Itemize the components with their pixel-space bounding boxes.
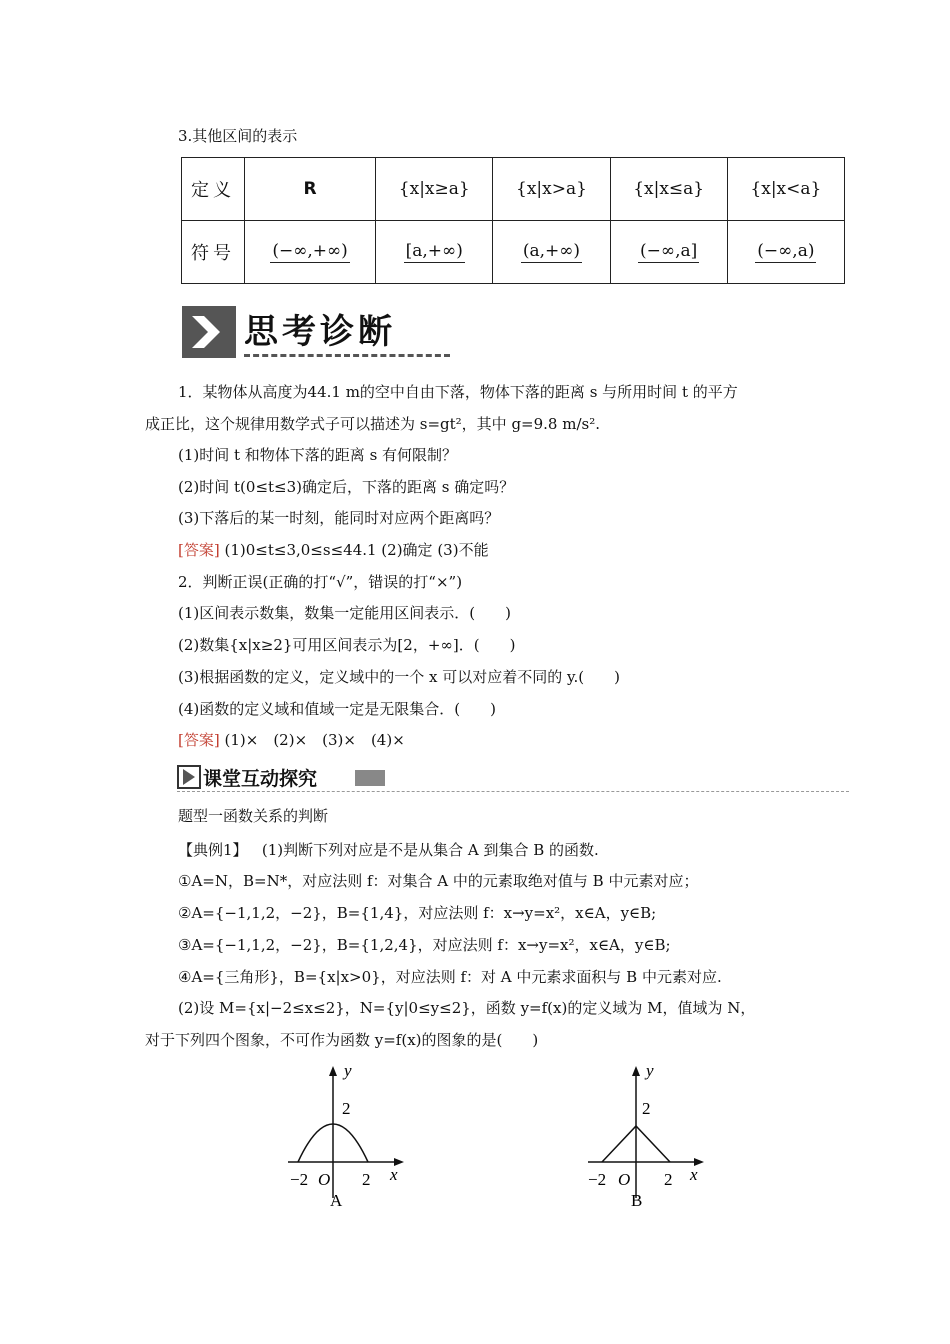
example-case4: ④A={三角形}，B={x|x>0}，对应法则 f：对 A 中元素求面积与 B 中元素对应.: [178, 968, 722, 986]
table-cell: {x|x<a}: [727, 158, 844, 221]
example-part2-line2: 对于下列四个图象，不可作为函数 y=f(x)的图象的是( ): [145, 1031, 539, 1049]
x-label: x: [390, 1165, 398, 1184]
answer-tag: [答案]: [178, 731, 220, 749]
banner-decoration: [355, 770, 385, 786]
example-text: (1)判断下列对应是不是从集合 A 到集合 B 的函数.: [261, 841, 599, 859]
banner-title: 思考诊断: [244, 312, 396, 352]
x-neg-tick-label: −2: [290, 1170, 309, 1189]
q2-part2: (2)数集{x|x≥2}可用区间表示为[2，+∞]．( ): [178, 636, 516, 654]
y-label: y: [646, 1061, 654, 1080]
q1-line1: 1．某物体从高度为44.1 m的空中自由下落，物体下落的距离 s 与所用时间 t 的平方: [178, 383, 738, 401]
table-row: [182, 221, 845, 284]
graph-label: A: [330, 1191, 343, 1210]
y-axis-arrow: [632, 1066, 640, 1076]
q1-part2: (2)时间 t(0≤t≤3)确定后，下落的距离 s 确定吗？: [178, 478, 515, 496]
table-cell: R: [245, 158, 376, 221]
row-head-symbol: 符号: [182, 221, 245, 284]
row-head-definition: 定义: [182, 158, 245, 221]
interval-table: [181, 157, 845, 284]
q1-answer: [178, 540, 489, 560]
table-cell: (−∞,a): [727, 221, 844, 284]
table-cell: {x|x>a}: [493, 158, 610, 221]
q2-part4: (4)函数的定义域和值域一定是无限集合．( ): [178, 700, 496, 718]
origin-label: O: [618, 1170, 631, 1189]
graph-label: B: [631, 1191, 643, 1210]
y-label: y: [344, 1061, 352, 1080]
q2-answer: [178, 730, 405, 750]
q2-part1: (1)区间表示数集，数集一定能用区间表示．( ): [178, 604, 511, 622]
type-title: 题型一函数关系的判断: [178, 807, 329, 825]
table-cell: (a,+∞): [493, 221, 610, 284]
q2-part3: (3)根据函数的定义，定义域中的一个 x 可以对应着不同的 y.( ): [178, 668, 620, 686]
answer-text: (1)× (2)× (3)× (4)×: [224, 731, 405, 749]
table-row: [182, 158, 845, 221]
example-case2: ②A={−1,1,2，−2}，B={1,4}，对应法则 f：x→y=x²，x∈A，y∈B;: [178, 904, 657, 922]
x-pos-tick-label: 2: [664, 1170, 673, 1189]
graph-b: [578, 1058, 718, 1210]
x-label: x: [690, 1165, 698, 1184]
answer-text: (1)0≤t≤3,0≤s≤44.1 (2)确定 (3)不能: [224, 541, 489, 559]
graph-a: [278, 1058, 418, 1210]
table-cell: {x|x≤a}: [610, 158, 727, 221]
example-part2-line1: (2)设 M={x|−2≤x≤2}，N={y|0≤y≤2}，函数 y=f(x)的定义域为 M，值域为 N，: [178, 999, 756, 1017]
x-neg-tick-label: −2: [588, 1170, 607, 1189]
x-pos-tick-label: 2: [362, 1170, 371, 1189]
section-banner-thinking: [182, 300, 452, 362]
example-intro: [178, 840, 599, 860]
answer-tag: [答案]: [178, 541, 220, 559]
example-case1: ①A=N，B=N*，对应法则 f：对集合 A 中的元素取绝对值与 B 中元素对应；: [178, 872, 699, 890]
table-cell: {x|x≥a}: [376, 158, 493, 221]
banner-title: 课堂互动探究: [203, 768, 318, 790]
play-arrow-icon: [177, 765, 201, 789]
q1-part1: (1)时间 t 和物体下落的距离 s 有何限制？: [178, 446, 458, 464]
y-tick-label: 2: [342, 1099, 351, 1118]
banner-underline: [244, 354, 450, 357]
q1-line2: 成正比，这个规律用数学式子可以描述为 s=gt²，其中 g=9.8 m/s².: [145, 415, 600, 433]
banner-rule: [177, 791, 849, 792]
example-head: 【典例1】: [178, 841, 248, 859]
section-title: 3.其他区间的表示: [178, 127, 298, 145]
arrow-chevron-icon: [182, 306, 236, 358]
table-cell: [a,+∞): [376, 221, 493, 284]
y-axis-arrow: [329, 1066, 337, 1076]
origin-label: O: [318, 1170, 331, 1189]
table-cell: (−∞,a]: [610, 221, 727, 284]
q1-part3: (3)下落后的某一时刻，能同时对应两个距离吗？: [178, 509, 500, 527]
q2-title: 2．判断正误(正确的打“√”，错误的打“×”): [178, 573, 463, 591]
section-banner-classroom: [177, 763, 849, 793]
example-case3: ③A={−1,1,2，−2}，B={1,2,4}，对应法则 f：x→y=x²，x∈A，y∈B;: [178, 936, 671, 954]
y-tick-label: 2: [642, 1099, 651, 1118]
table-cell: (−∞,+∞): [245, 221, 376, 284]
